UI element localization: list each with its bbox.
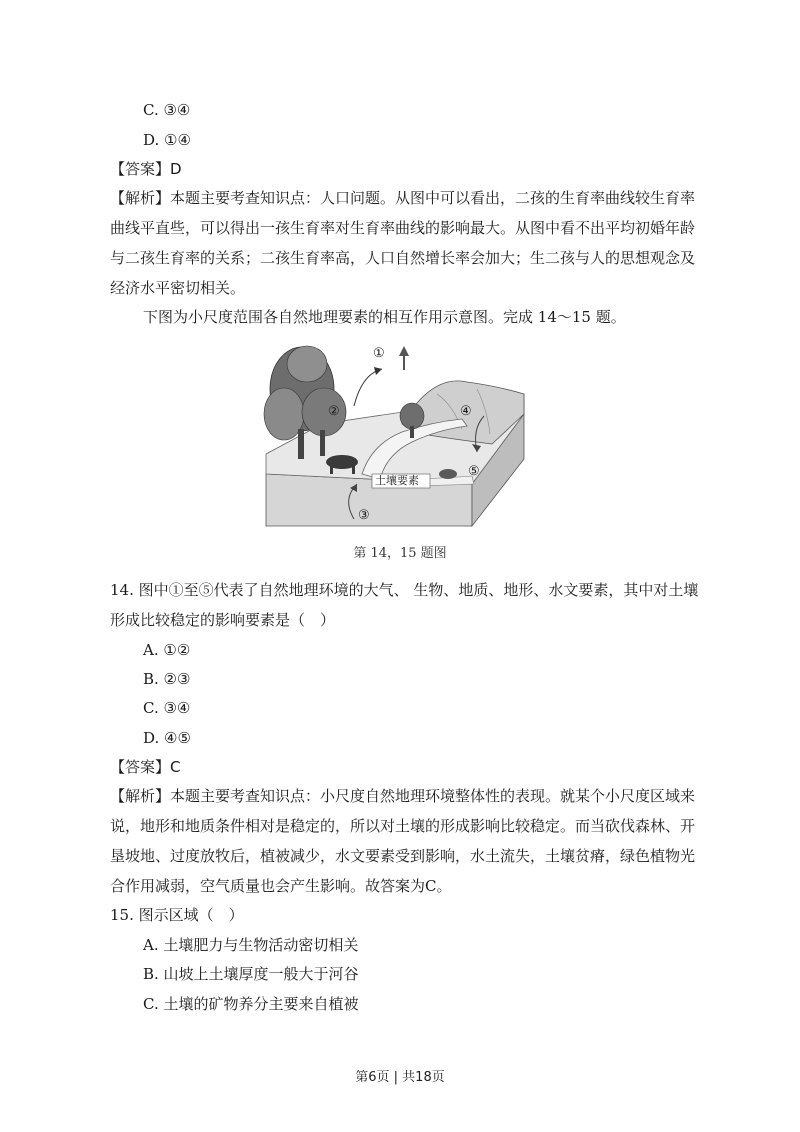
q14-stem-line-1: 14. 图中①至⑤代表了自然地理环境的大气、 生物、地质、地形、水文要素，其中对土壤 bbox=[110, 581, 699, 599]
soil-element-label: 土壤要素 bbox=[375, 474, 419, 487]
q14-analysis-line-4: 合作用减弱，空气质量也会产生影响。故答案为C。 bbox=[110, 877, 452, 895]
q14-analysis-line-2: 说，地形和地质条件相对是稳定的，所以对土壤的形成影响比较稳定。而当砍伐森林、开 bbox=[110, 817, 696, 835]
q15-stem: 15. 图示区域（ ） bbox=[110, 906, 244, 924]
q14-option-d: D. ④⑤ bbox=[143, 729, 191, 747]
q13-option-c: C. ③④ bbox=[143, 101, 191, 119]
figure-label-5: ⑤ bbox=[468, 464, 480, 479]
q14-analysis-line-1: 【解析】本题主要考查知识点：小尺度自然地理环境整体性的表现。就某个小尺度区域来 bbox=[110, 787, 696, 805]
q14-option-b: B. ②③ bbox=[143, 670, 191, 688]
q13-analysis-line-4: 经济水平密切相关。 bbox=[110, 279, 246, 297]
q15-option-a: A. 土壤肥力与生物活动密切相关 bbox=[143, 936, 359, 954]
q14-answer: 【答案】C bbox=[110, 758, 181, 776]
figure-label-3: ③ bbox=[358, 508, 370, 523]
page-footer: 第6页 | 共18页 bbox=[355, 1070, 445, 1085]
q14-option-c: C. ③④ bbox=[143, 699, 191, 717]
figure-label-2: ② bbox=[328, 404, 340, 419]
landscape-illustration bbox=[262, 334, 530, 528]
q14-option-a: A. ①② bbox=[143, 641, 191, 659]
figure-caption: 第 14，15 题图 bbox=[353, 546, 447, 561]
q14-analysis-line-3: 垦坡地、过度放牧后，植被减少，水文要素受到影响，水土流失，土壤贫瘠，绿色植物光 bbox=[110, 847, 696, 865]
figure-label-4: ④ bbox=[460, 404, 472, 419]
q13-answer: 【答案】D bbox=[110, 160, 182, 178]
q13-option-d: D. ①④ bbox=[143, 131, 191, 149]
q15-option-b: B. 山坡上土壤厚度一般大于河谷 bbox=[143, 965, 359, 983]
q13-analysis-line-2: 曲线平直些，可以得出一孩生育率对生育率曲线的影响最大。从图中看不出平均初婚年龄 bbox=[110, 219, 696, 237]
q15-option-c: C. 土壤的矿物养分主要来自植被 bbox=[143, 995, 359, 1013]
landscape-diagram bbox=[262, 334, 530, 528]
figure-label-1: ① bbox=[373, 346, 385, 361]
q13-analysis-line-1: 【解析】本题主要考查知识点：人口问题。从图中可以看出，二孩的生育率曲线较生育率 bbox=[110, 189, 696, 207]
figure-intro: 下图为小尺度范围各自然地理要素的相互作用示意图。完成 14～15 题。 bbox=[143, 308, 626, 326]
q13-analysis-line-3: 与二孩生育率的关系；二孩生育率高，人口自然增长率会加大；生二孩与人的思想观念及 bbox=[110, 249, 696, 267]
q14-stem-line-2: 形成比较稳定的影响要素是（ ） bbox=[110, 611, 336, 629]
